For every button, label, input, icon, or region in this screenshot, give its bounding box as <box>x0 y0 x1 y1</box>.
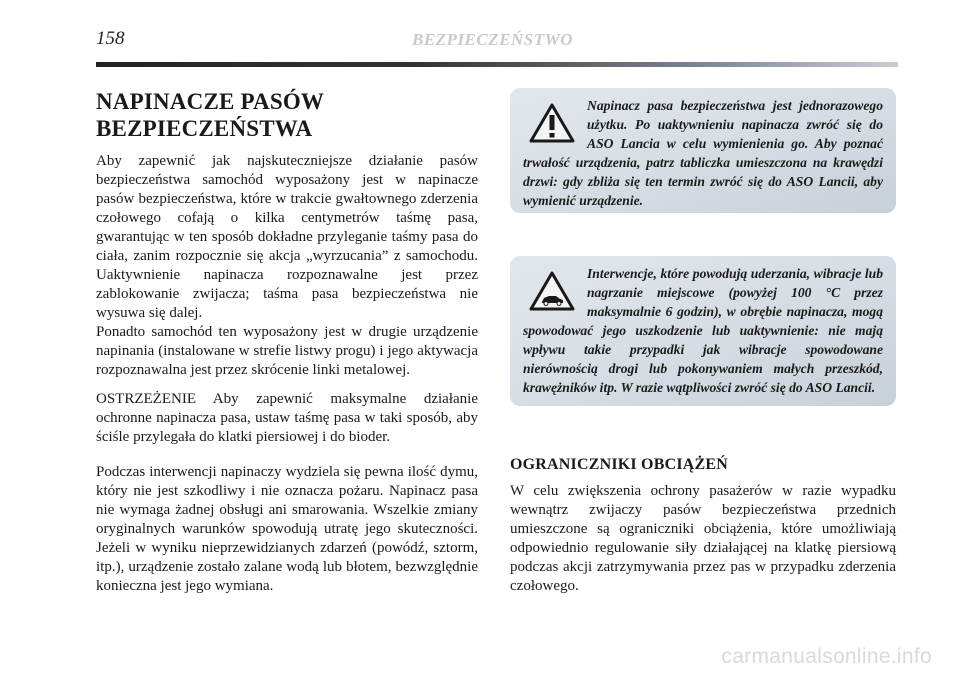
header-rule <box>96 62 898 67</box>
watermark: carmanualsonline.info <box>721 645 932 668</box>
warning-triangle-icon <box>529 102 575 144</box>
page-number: 158 <box>96 28 125 49</box>
warning-text-single-use: Napinacz pasa bezpieczeństwa jest jednorazowego użytku. Po uaktywnieniu napinacza zwróć się do ASO Lancia w celu wymienienia go. Aby poznać trwałość urządzenia, patrz tabliczka umieszczona na krawędzi drzwi: gdy zbliża się ten termin zwróć się do ASO Lancii, aby wymienić urządzenie. <box>523 98 883 208</box>
warning-box-heat-vibration <box>510 256 896 406</box>
paragraph-intro: Aby zapewnić jak najskuteczniejsze działanie pasów bezpieczeństwa samochód wyposażony jest w napinacze pasów bezpieczeństwa, które w trakcie gwałtownego zderzenia czołowego cofają o kilka centymetrów taśmę pasa, gwarantując w ten sposób dokładne przyleganie taśmy pasa do ciała, zanim rozpocznie się akcja „wyrzucania” z samochodu. Uaktywnienie napinacza rozpoznawalne jest przez zablokowanie zwijacza; taśma pasa bezpieczeństwa nie wysuwa się dalej. <box>96 153 478 321</box>
right-column <box>510 88 896 606</box>
section-title: NAPINACZE PASÓW BEZPIECZEŃSTWA <box>96 89 324 141</box>
paragraph-smoke: Podczas interwencji napinaczy wydziela się pewna ilość dymu, który nie jest szkodliwy i nie oznacza pożaru. Napinacz pasa nie wymaga żadnej obsługi ani smarowania. Wszelkie zmiany oryginalnych warunków spowodują utratę jego skuteczności. Jeżeli w wyniku nieprzewidzianych zdarzeń (powódź, sztorm, itp.), urządzenie zostało zalane wodą lub błotem, bezwzględnie konieczna jest jego wymiana. <box>96 464 478 594</box>
subtitle-load-limiters: OGRANICZNIKI OBCIĄŻEŃ <box>510 456 729 473</box>
warning-box-single-use <box>510 88 896 213</box>
left-column <box>96 88 478 606</box>
running-title: BEZPIECZEŃSTWO <box>412 30 573 49</box>
paragraph-load-limiters: W celu zwiększenia ochrony pasażerów w razie wypadku wewnątrz zwijaczy pasów bezpieczeństwa przednich umieszczone są ograniczniki obciążenia, które umożliwiają odpowiednio regulowanie siły działającej na klatkę piersiową podczas akcji zatrzymywania przez pas w przypadku zderzenia czołowego. <box>510 483 896 594</box>
vehicle-warning-triangle-icon <box>529 270 575 312</box>
paragraph-warning: OSTRZEŻENIE Aby zapewnić maksymalne działanie ochronne napinacza pasa, ustaw taśmę pasa w taki sposób, aby ściśle przylegała do klatki piersiowej i do bioder. <box>96 391 478 445</box>
warning-text-heat-vibration: Interwencje, które powodują uderzania, wibracje lub nagrzanie miejscowe (powyżej 100 °C przez maksymalnie 6 godzin), w obrębie napinacza, mogą spowodować jego uszkodzenie lub uaktywnienie: nie mają wpływu takie przypadki jak wibracje spowodowane nierównością drogi lub pokonywaniem małych przeszkód, krawężników itp. W razie wątpliwości zwróć się do ASO Lancii. <box>523 266 883 395</box>
paragraph-second-tensioner: Ponadto samochód ten wyposażony jest w drugie urządzenie napinania (instalowane w strefie listwy progu) i jego aktywacja rozpoznawalna jest przez skrócenie linki metalowej. <box>96 324 478 378</box>
